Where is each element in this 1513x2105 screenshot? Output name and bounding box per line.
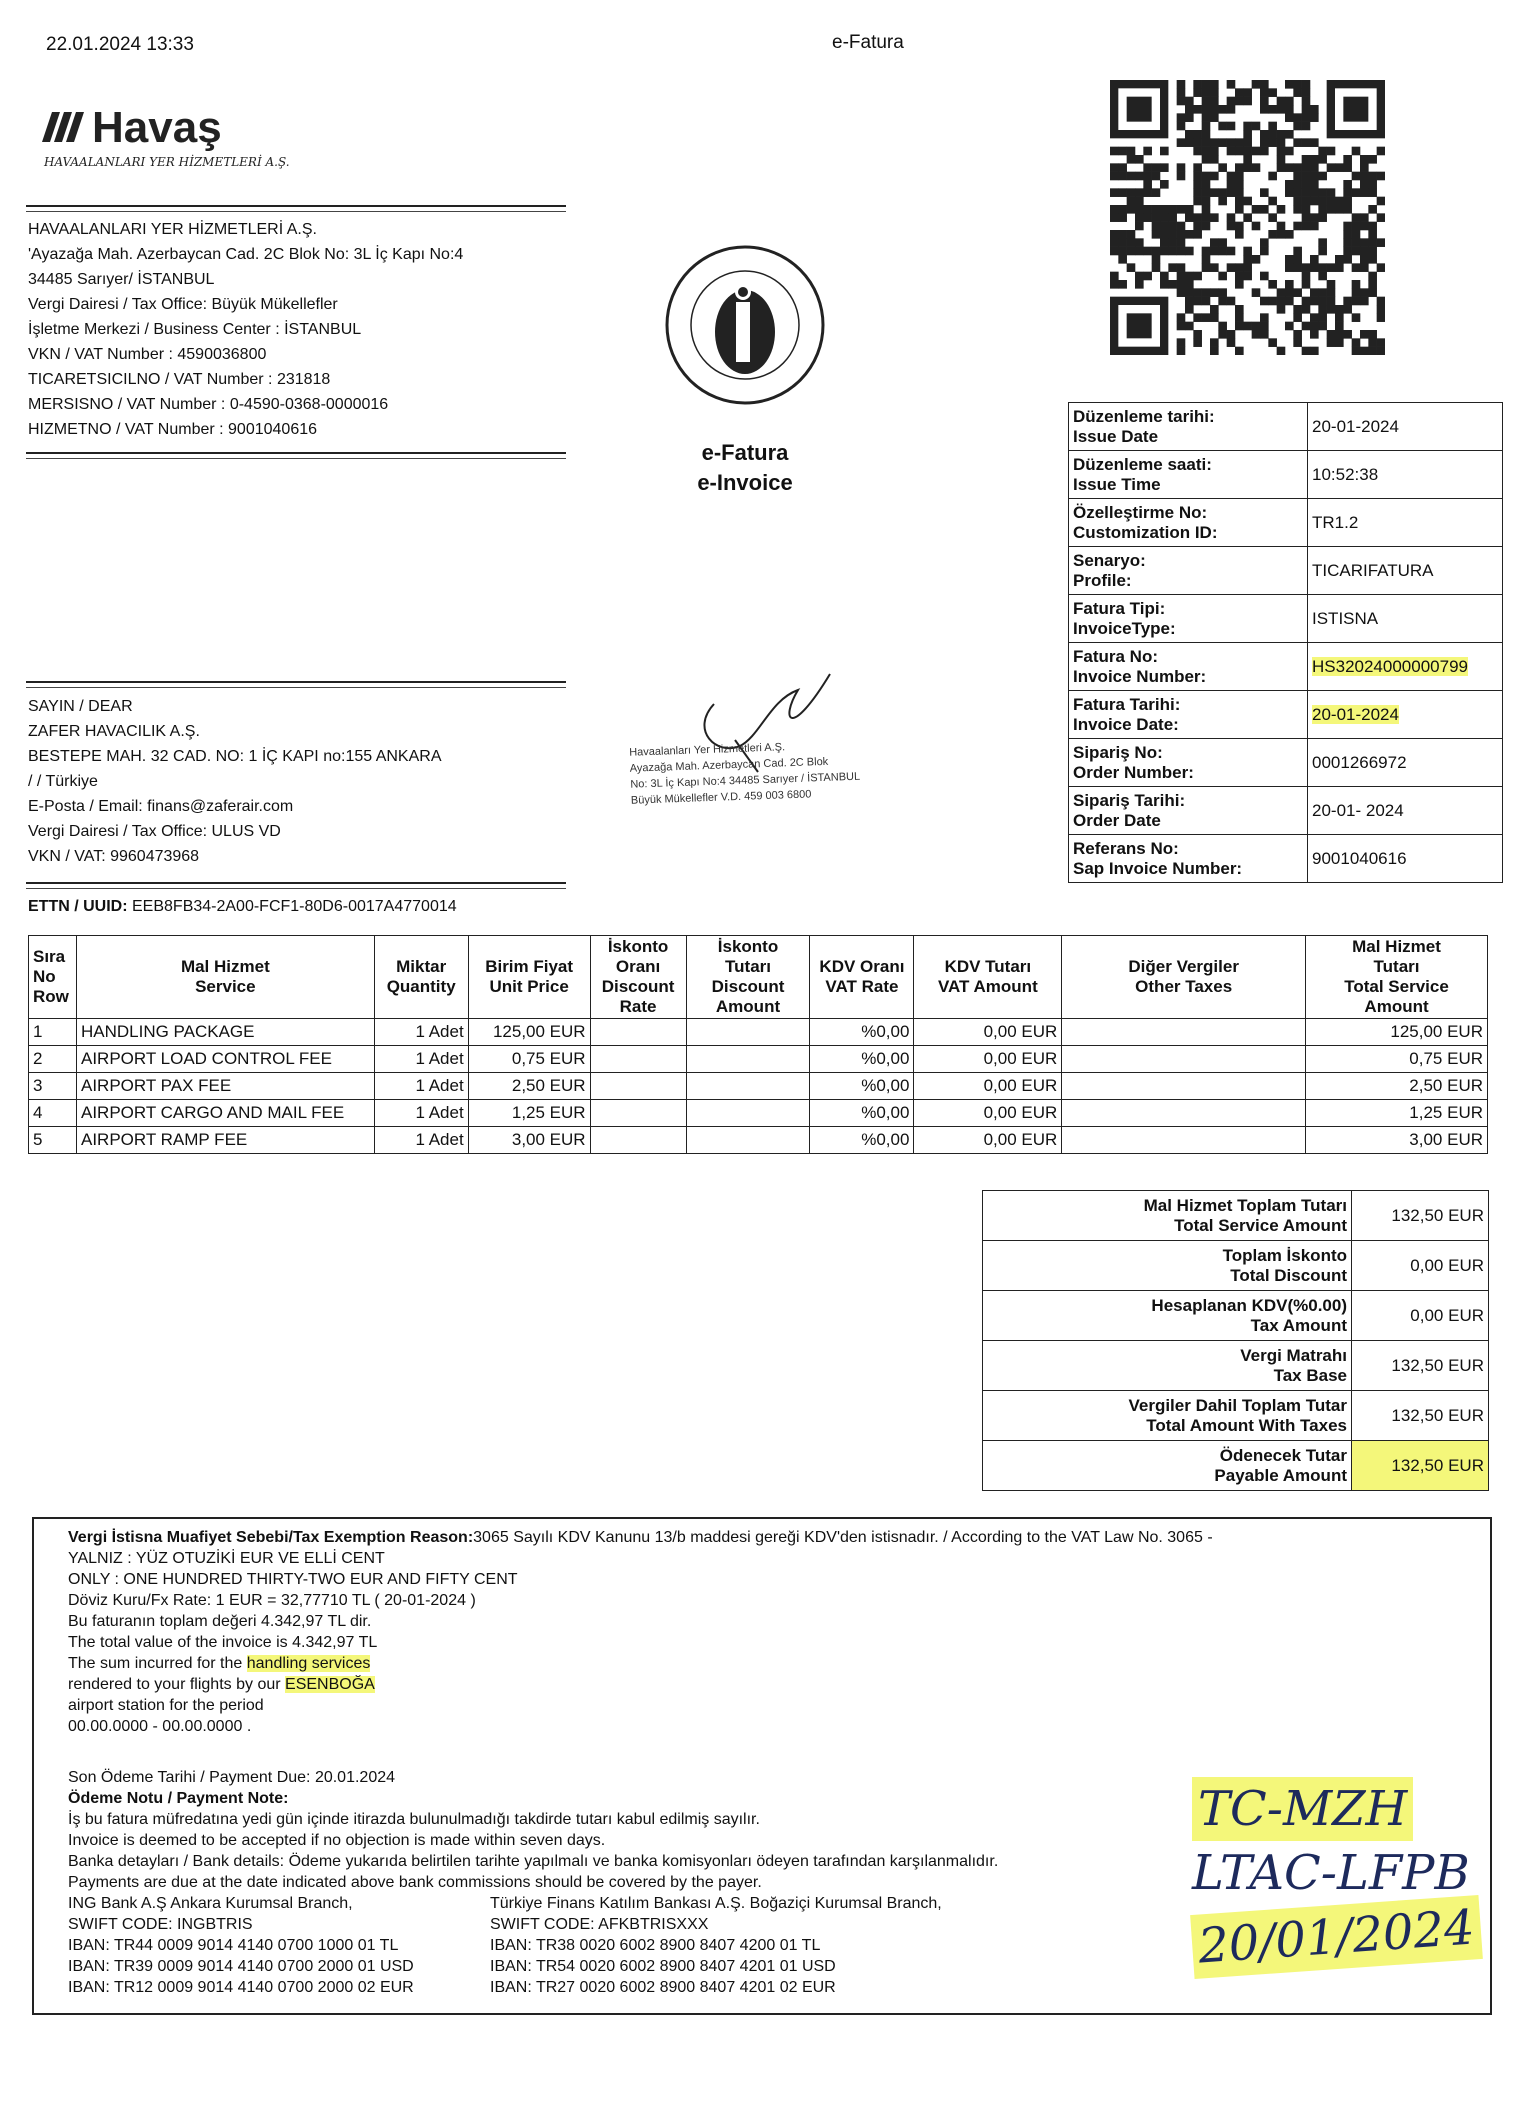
item-vamt: 0,00 EUR xyxy=(914,1073,1062,1100)
totals-key-en: Tax Amount xyxy=(1250,1315,1347,1335)
bank-right-line: IBAN: TR38 0020 6002 8900 8407 4200 01 TL xyxy=(490,1937,821,1954)
item-total: 1,25 EUR xyxy=(1306,1100,1488,1127)
totals-row xyxy=(983,1241,1489,1291)
table-row xyxy=(29,1127,1488,1154)
item-drate xyxy=(590,1046,686,1073)
item-no: 4 xyxy=(29,1100,77,1127)
gib-seal xyxy=(660,240,830,415)
items-header-line: Mal Hizmet xyxy=(1352,937,1441,956)
item-other xyxy=(1062,1100,1306,1127)
items-header-line: Unit Price xyxy=(489,977,569,996)
item-service: AIRPORT LOAD CONTROL FEE xyxy=(76,1046,374,1073)
item-other xyxy=(1062,1073,1306,1100)
company-stamp xyxy=(629,735,901,808)
meta-value-text: TICARIFATURA xyxy=(1312,560,1434,580)
meta-key-en: Sap Invoice Number: xyxy=(1073,858,1243,878)
seller-line: İşletme Merkezi / Business Center : İSTANBUL xyxy=(28,321,362,338)
totals-key-en: Total Discount xyxy=(1230,1265,1347,1285)
totals-value: 132,50 EUR xyxy=(1352,1441,1489,1491)
items-header-line: Other Taxes xyxy=(1135,977,1233,996)
meta-key-en: Customization ID: xyxy=(1073,522,1218,542)
item-vamt: 0,00 EUR xyxy=(914,1100,1062,1127)
totals-key-en: Total Amount With Taxes xyxy=(1146,1415,1347,1435)
item-qty: 1 Adet xyxy=(374,1019,468,1046)
meta-key xyxy=(1069,691,1308,739)
meta-key xyxy=(1069,739,1308,787)
bank-left-line: IBAN: TR12 0009 9014 4140 0700 2000 02 EUR xyxy=(68,1979,414,1996)
sum-line-2-highlight: ESENBOĞA xyxy=(285,1676,375,1693)
meta-value-text: 0001266972 xyxy=(1312,752,1407,772)
item-no: 5 xyxy=(29,1127,77,1154)
amount-line: Döviz Kuru/Fx Rate: 1 EUR = 32,77710 TL ( 20-01-2024 ) xyxy=(68,1592,476,1609)
meta-key-en: Invoice Date: xyxy=(1073,714,1179,734)
buyer-line: ZAFER HAVACILIK A.Ş. xyxy=(28,723,200,740)
item-no: 3 xyxy=(29,1073,77,1100)
amount-line: ONLY : ONE HUNDRED THIRTY-TWO EUR AND FIFTY CENT xyxy=(68,1571,518,1588)
items-header-line: Mal Hizmet xyxy=(180,957,270,976)
sum-line-2-text: rendered to your flights by our xyxy=(68,1676,286,1693)
item-total: 125,00 EUR xyxy=(1306,1019,1488,1046)
meta-row xyxy=(1069,547,1503,595)
item-damt xyxy=(686,1100,810,1127)
seller-line: VKN / VAT Number : 4590036800 xyxy=(28,346,267,363)
meta-value-text: 9001040616 xyxy=(1312,848,1407,868)
meta-value xyxy=(1308,547,1503,595)
bank-right-line: SWIFT CODE: AFKBTRISXXX xyxy=(490,1916,709,1933)
item-unit: 125,00 EUR xyxy=(468,1019,590,1046)
buyer-line: Vergi Dairesi / Tax Office: ULUS VD xyxy=(28,823,281,840)
items-header-cell xyxy=(686,936,810,1019)
meta-key-en: Invoice Number: xyxy=(1073,666,1207,686)
item-qty: 1 Adet xyxy=(374,1100,468,1127)
seller-line: HAVAALANLARI YER HİZMETLERİ A.Ş. xyxy=(28,221,317,238)
totals-key xyxy=(983,1441,1352,1491)
meta-value-text: 20-01-2024 xyxy=(1312,704,1399,724)
items-header-cell xyxy=(29,936,77,1019)
amount-line: Bu faturanın toplam değeri 4.342,97 TL dir. xyxy=(68,1613,372,1630)
meta-value xyxy=(1308,451,1503,499)
meta-key xyxy=(1069,403,1308,451)
bank-right-line: IBAN: TR27 0020 6002 8900 8407 4201 02 EUR xyxy=(490,1979,836,1996)
items-header-cell xyxy=(76,936,374,1019)
stamp-line: Havaalanları Yer Hizmetleri A.Ş. xyxy=(629,741,786,759)
meta-row xyxy=(1069,691,1503,739)
item-drate xyxy=(590,1127,686,1154)
item-other xyxy=(1062,1046,1306,1073)
payment-note-label: Ödeme Notu / Payment Note: xyxy=(68,1790,289,1807)
items-header-line: Amount xyxy=(715,997,781,1016)
items-header-line: Total Service xyxy=(1344,977,1449,996)
item-vamt: 0,00 EUR xyxy=(914,1019,1062,1046)
einvoice-title xyxy=(650,438,840,498)
sum-line-1-text: The sum incurred for the xyxy=(68,1655,247,1672)
item-no: 1 xyxy=(29,1019,77,1046)
items-header-line: KDV Tutarı xyxy=(944,957,1032,976)
items-header-line: VAT Rate xyxy=(825,977,899,996)
meta-value xyxy=(1308,403,1503,451)
meta-value xyxy=(1308,739,1503,787)
buyer-line: BESTEPE MAH. 32 CAD. NO: 1 İÇ KAPI no:155 ANKARA xyxy=(28,748,442,765)
meta-key-en: Order Date xyxy=(1073,810,1161,830)
totals-table xyxy=(982,1190,1489,1491)
header-doc-label: e-Fatura xyxy=(832,32,904,53)
item-no: 2 xyxy=(29,1046,77,1073)
item-vrate: %0,00 xyxy=(810,1046,914,1073)
meta-row xyxy=(1069,499,1503,547)
items-header-line: Diğer Vergiler xyxy=(1128,957,1239,976)
item-service: AIRPORT RAMP FEE xyxy=(76,1127,374,1154)
meta-key-tr: Fatura No: xyxy=(1073,646,1158,666)
meta-row xyxy=(1069,739,1503,787)
totals-key-tr: Toplam İskonto xyxy=(1222,1245,1347,1265)
items-header-line: Discount xyxy=(601,977,675,996)
svg-text:HAVAALANLARI YER HİZMETLERİ A.: HAVAALANLARI YER HİZMETLERİ A.Ş. xyxy=(44,155,290,169)
meta-key-tr: Düzenleme tarihi: xyxy=(1073,406,1215,426)
item-damt xyxy=(686,1073,810,1100)
bank-left-line: ING Bank A.Ş Ankara Kurumsal Branch, xyxy=(68,1895,353,1912)
payment-due: Son Ödeme Tarihi / Payment Due: 20.01.2024 xyxy=(68,1769,396,1786)
totals-value: 0,00 EUR xyxy=(1352,1241,1489,1291)
sum-line-4: 00.00.0000 - 00.00.0000 . xyxy=(68,1718,252,1735)
handwritten-date: 20/01/2024 xyxy=(1190,1895,1482,1979)
havas-logo xyxy=(38,96,338,175)
items-header-line: KDV Oranı xyxy=(819,957,905,976)
meta-key xyxy=(1069,787,1308,835)
meta-value-text: 20-01- 2024 xyxy=(1312,800,1404,820)
totals-key-en: Total Service Amount xyxy=(1174,1215,1347,1235)
item-qty: 1 Adet xyxy=(374,1127,468,1154)
totals-value: 132,50 EUR xyxy=(1352,1341,1489,1391)
meta-value-text: HS32024000000799 xyxy=(1312,656,1468,676)
invoice-meta-table xyxy=(1068,402,1503,883)
item-other xyxy=(1062,1127,1306,1154)
meta-value xyxy=(1308,643,1503,691)
totals-key-en: Payable Amount xyxy=(1214,1465,1347,1485)
meta-key-tr: Düzenleme saati: xyxy=(1073,454,1212,474)
bank-left-line: SWIFT CODE: INGBTRIS xyxy=(68,1916,253,1933)
meta-key xyxy=(1069,835,1308,883)
seller-line: HIZMETNO / VAT Number : 9001040616 xyxy=(28,421,318,438)
items-header-line: Miktar xyxy=(396,957,447,976)
item-vamt: 0,00 EUR xyxy=(914,1127,1062,1154)
table-row xyxy=(29,1100,1488,1127)
sum-line-2 xyxy=(68,1674,1478,1695)
buyer-info xyxy=(28,694,588,869)
meta-row xyxy=(1069,643,1503,691)
meta-key-en: Profile: xyxy=(1073,570,1132,590)
meta-value-text: 10:52:38 xyxy=(1312,464,1379,484)
bank-right-line: IBAN: TR54 0020 6002 8900 8407 4201 01 USD xyxy=(490,1958,836,1975)
amount-lines xyxy=(68,1548,1478,1653)
items-header-line: Quantity xyxy=(386,977,456,996)
meta-value-text: TR1.2 xyxy=(1312,512,1359,532)
table-row xyxy=(29,1073,1488,1100)
handwritten-note xyxy=(1192,1777,1481,1975)
item-damt xyxy=(686,1127,810,1154)
items-header-line: Discount xyxy=(711,977,785,996)
items-header-row xyxy=(29,936,1488,1019)
items-header-line: Oranı xyxy=(615,957,661,976)
gib-seal-icon xyxy=(660,240,830,410)
items-header-cell xyxy=(374,936,468,1019)
items-header-line: Tutarı xyxy=(725,957,771,976)
items-header-line: Service xyxy=(195,977,256,996)
bank-right xyxy=(490,1893,1090,1998)
meta-key xyxy=(1069,595,1308,643)
totals-key-tr: Vergiler Dahil Toplam Tutar xyxy=(1128,1395,1347,1415)
items-header-line: İskonto xyxy=(607,937,669,956)
sum-line-3: airport station for the period xyxy=(68,1697,264,1714)
item-drate xyxy=(590,1100,686,1127)
totals-row xyxy=(983,1341,1489,1391)
item-service: AIRPORT PAX FEE xyxy=(76,1073,374,1100)
totals-row xyxy=(983,1391,1489,1441)
bank-left-line: IBAN: TR39 0009 9014 4140 0700 2000 01 USD xyxy=(68,1958,414,1975)
svg-text:Havaş: Havaş xyxy=(92,103,222,152)
meta-value xyxy=(1308,595,1503,643)
item-total: 3,00 EUR xyxy=(1306,1127,1488,1154)
meta-value xyxy=(1308,691,1503,739)
meta-row xyxy=(1069,787,1503,835)
totals-key-tr: Hesaplanan KDV(%0.00) xyxy=(1151,1295,1347,1315)
totals-key-en: Tax Base xyxy=(1273,1365,1347,1385)
totals-row xyxy=(983,1191,1489,1241)
exemption-text: 3065 Sayılı KDV Kanunu 13/b maddesi gereği KDV'den istisnadır. / According to the VAT Law No. 3065 - xyxy=(473,1529,1213,1546)
totals-value: 0,00 EUR xyxy=(1352,1291,1489,1341)
totals-key-tr: Vergi Matrahı xyxy=(1240,1345,1347,1365)
totals-key xyxy=(983,1241,1352,1291)
meta-row xyxy=(1069,595,1503,643)
meta-key-tr: Sipariş Tarihi: xyxy=(1073,790,1186,810)
bank-left xyxy=(68,1893,490,1998)
item-drate xyxy=(590,1073,686,1100)
items-header-cell xyxy=(810,936,914,1019)
items-header-cell xyxy=(1306,936,1488,1019)
buyer-line: E-Posta / Email: finans@zaferair.com xyxy=(28,798,294,815)
item-unit: 2,50 EUR xyxy=(468,1073,590,1100)
item-damt xyxy=(686,1019,810,1046)
meta-row xyxy=(1069,403,1503,451)
totals-key xyxy=(983,1391,1352,1441)
totals-row xyxy=(983,1291,1489,1341)
totals-value: 132,50 EUR xyxy=(1352,1391,1489,1441)
items-header-line: Birim Fiyat xyxy=(485,957,574,976)
items-header-line: İskonto xyxy=(717,937,779,956)
payment-line: Invoice is deemed to be accepted if no objection is made within seven days. xyxy=(68,1832,606,1849)
havas-logo-mark xyxy=(38,96,338,170)
sum-line-1 xyxy=(68,1653,1478,1674)
meta-key xyxy=(1069,499,1308,547)
buyer-line: / / Türkiye xyxy=(28,773,98,790)
meta-key-en: InvoiceType: xyxy=(1073,618,1176,638)
stamp-line: Büyük Mükellefler V.D. 459 003 6800 xyxy=(630,788,812,807)
qr-code-icon xyxy=(1110,80,1385,355)
einvoice-title-tr: e-Fatura xyxy=(701,440,789,465)
payment-line: Payments are due at the date indicated above bank commissions should be covered by the payer. xyxy=(68,1874,762,1891)
items-header-line: Tutarı xyxy=(1373,957,1420,976)
exemption-reason xyxy=(68,1527,1478,1548)
items-header-cell xyxy=(1062,936,1306,1019)
meta-value xyxy=(1308,787,1503,835)
totals-key xyxy=(983,1341,1352,1391)
meta-value xyxy=(1308,835,1503,883)
items-header-cell xyxy=(590,936,686,1019)
exemption-label: Vergi İstisna Muafiyet Sebebi/Tax Exemption Reason: xyxy=(68,1529,474,1546)
meta-key-tr: Senaryo: xyxy=(1073,550,1146,570)
items-header-line: Sıra xyxy=(33,947,66,966)
ettn-line xyxy=(28,898,457,916)
sum-line-1-highlight: handling services xyxy=(246,1655,371,1672)
buyer-line: SAYIN / DEAR xyxy=(28,698,133,715)
seller-line: MERSISNO / VAT Number : 0-4590-0368-0000016 xyxy=(28,396,389,413)
ettn-value: EEB8FB34-2A00-FCF1-80D6-0017A4770014 xyxy=(132,898,457,915)
meta-row xyxy=(1069,835,1503,883)
meta-key xyxy=(1069,451,1308,499)
item-total: 2,50 EUR xyxy=(1306,1073,1488,1100)
items-header-line: VAT Amount xyxy=(937,977,1038,996)
item-vrate: %0,00 xyxy=(810,1100,914,1127)
meta-key-en: Issue Time xyxy=(1073,474,1161,494)
meta-key-tr: Referans No: xyxy=(1073,838,1179,858)
totals-value: 132,50 EUR xyxy=(1352,1191,1489,1241)
item-other xyxy=(1062,1019,1306,1046)
seller-line: Vergi Dairesi / Tax Office: Büyük Mükellefler xyxy=(28,296,338,313)
seller-line: TICARETSICILNO / VAT Number : 231818 xyxy=(28,371,331,388)
item-vamt: 0,00 EUR xyxy=(914,1046,1062,1073)
meta-key-tr: Fatura Tipi: xyxy=(1073,598,1166,618)
bank-right-line: Türkiye Finans Katılım Bankası A.Ş. Boğaziçi Kurumsal Branch, xyxy=(490,1895,942,1912)
table-row xyxy=(29,1019,1488,1046)
stamp-line: Ayazağa Mah. Azerbaycan Cad. 2C Blok xyxy=(629,755,829,775)
notes-box xyxy=(32,1517,1492,2015)
meta-key xyxy=(1069,547,1308,595)
item-drate xyxy=(590,1019,686,1046)
item-vrate: %0,00 xyxy=(810,1127,914,1154)
seller-info xyxy=(28,217,588,442)
item-service: AIRPORT CARGO AND MAIL FEE xyxy=(76,1100,374,1127)
item-unit: 1,25 EUR xyxy=(468,1100,590,1127)
item-unit: 0,75 EUR xyxy=(468,1046,590,1073)
item-vrate: %0,00 xyxy=(810,1073,914,1100)
print-datetime: 22.01.2024 13:33 xyxy=(46,34,194,55)
handwritten-route: LTAC-LFPB xyxy=(1192,1845,1470,1901)
totals-key-tr: Mal Hizmet Toplam Tutarı xyxy=(1143,1195,1347,1215)
amount-line: YALNIZ : YÜZ OTUZİKİ EUR VE ELLİ CENT xyxy=(68,1550,385,1567)
meta-value-text: 20-01-2024 xyxy=(1312,416,1399,436)
payment-line: Banka detayları / Bank details: Ödeme yukarıda belirtilen tarihte yapılmalı ve banka komisyonları ödeyen tarafından karşılanmalıdır. xyxy=(68,1853,999,1870)
items-header-line: No xyxy=(33,967,56,986)
item-damt xyxy=(686,1046,810,1073)
meta-key-tr: Fatura Tarihi: xyxy=(1073,694,1181,714)
meta-row xyxy=(1069,451,1503,499)
totals-key-tr: Ödenecek Tutar xyxy=(1219,1445,1347,1465)
totals-row xyxy=(983,1441,1489,1491)
item-total: 0,75 EUR xyxy=(1306,1046,1488,1073)
item-qty: 1 Adet xyxy=(374,1073,468,1100)
meta-key-tr: Sipariş No: xyxy=(1073,742,1163,762)
items-header-cell xyxy=(468,936,590,1019)
meta-key-en: Issue Date xyxy=(1073,426,1159,446)
seller-line: 'Ayazağa Mah. Azerbaycan Cad. 2C Blok No: 3L İç Kapı No:4 xyxy=(28,246,464,263)
payment-line: İş bu fatura müfredatına yedi gün içinde itirazda bulunulmadığı takdirde tutarı kabul edilmiş sayılır. xyxy=(68,1811,760,1828)
items-header-cell xyxy=(914,936,1062,1019)
seller-line: 34485 Sarıyer/ İSTANBUL xyxy=(28,271,215,288)
items-header-line: Row xyxy=(33,987,69,1006)
table-row xyxy=(29,1046,1488,1073)
ettn-label: ETTN / UUID: xyxy=(28,898,128,915)
signature-stamp xyxy=(629,660,900,807)
meta-key-en: Order Number: xyxy=(1073,762,1194,782)
items-header-line: Amount xyxy=(1364,997,1429,1016)
items-table xyxy=(28,935,1488,1154)
item-vrate: %0,00 xyxy=(810,1019,914,1046)
item-unit: 3,00 EUR xyxy=(468,1127,590,1154)
item-service: HANDLING PACKAGE xyxy=(76,1019,374,1046)
amount-line: The total value of the invoice is 4.342,97 TL xyxy=(68,1634,378,1651)
meta-key xyxy=(1069,643,1308,691)
totals-key xyxy=(983,1291,1352,1341)
meta-key-tr: Özelleştirme No: xyxy=(1073,502,1208,522)
buyer-line: VKN / VAT: 9960473968 xyxy=(28,848,200,865)
items-header-line: Rate xyxy=(619,997,657,1016)
bank-left-line: IBAN: TR44 0009 9014 4140 0700 1000 01 TL xyxy=(68,1937,399,1954)
item-qty: 1 Adet xyxy=(374,1046,468,1073)
handwritten-registration: TC-MZH xyxy=(1192,1777,1413,1841)
stamp-line: No: 3L İç Kapı No:4 34485 Sarıyer / İSTANBUL xyxy=(630,770,861,791)
einvoice-title-en: e-Invoice xyxy=(697,470,793,495)
meta-value-text: ISTISNA xyxy=(1312,608,1379,628)
qr-code xyxy=(1110,80,1385,360)
totals-key xyxy=(983,1191,1352,1241)
meta-value xyxy=(1308,499,1503,547)
